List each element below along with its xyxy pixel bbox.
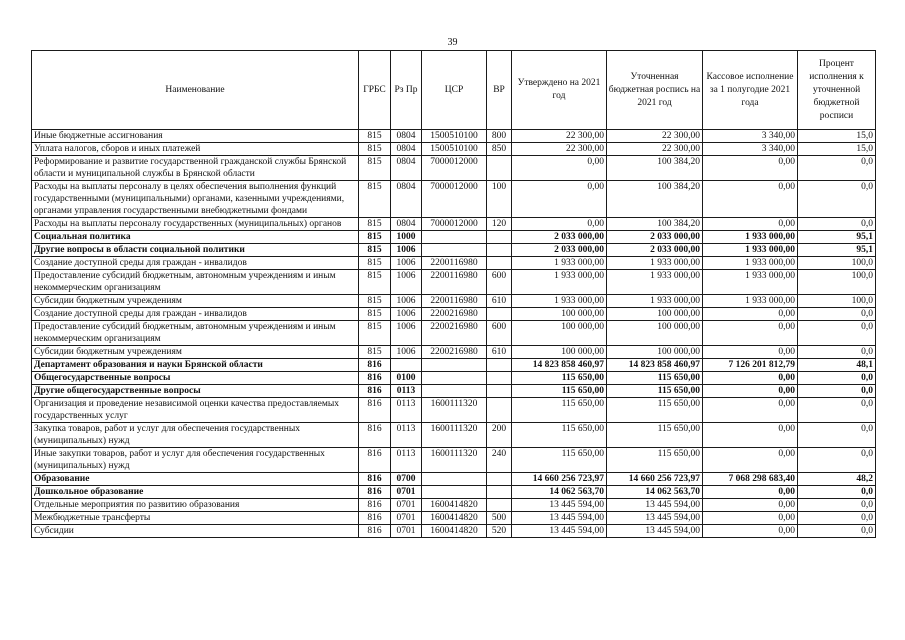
grbs-cell: 815 xyxy=(359,130,391,143)
percent-cell: 0,0 xyxy=(798,156,876,181)
table-row xyxy=(32,295,876,308)
refined-cell: 100 000,00 xyxy=(607,308,703,321)
vr-cell: 120 xyxy=(487,218,512,231)
grbs-cell: 815 xyxy=(359,218,391,231)
grbs-cell: 815 xyxy=(359,346,391,359)
vr-cell: 610 xyxy=(487,346,512,359)
vr-cell xyxy=(487,372,512,385)
name-cell: Субсидии бюджетным учреждениям xyxy=(32,295,359,308)
header-approved: Утверждено на 2021 год xyxy=(512,51,607,130)
cash-cell: 0,00 xyxy=(703,499,798,512)
cash-cell: 0,00 xyxy=(703,372,798,385)
table-row xyxy=(32,512,876,525)
grbs-cell: 816 xyxy=(359,359,391,372)
cash-cell: 0,00 xyxy=(703,346,798,359)
rzpr-cell: 0701 xyxy=(391,499,422,512)
rzpr-cell: 0701 xyxy=(391,525,422,538)
cash-cell: 0,00 xyxy=(703,385,798,398)
table-row xyxy=(32,231,876,244)
header-row xyxy=(32,51,876,130)
percent-cell: 0,0 xyxy=(798,346,876,359)
refined-cell: 1 933 000,00 xyxy=(607,295,703,308)
percent-cell: 95,1 xyxy=(798,231,876,244)
name-cell: Другие общегосударственные вопросы xyxy=(32,385,359,398)
percent-cell: 0,0 xyxy=(798,423,876,448)
name-cell: Департамент образования и науки Брянской области xyxy=(32,359,359,372)
csr-cell xyxy=(422,473,487,486)
vr-cell xyxy=(487,257,512,270)
percent-cell: 48,1 xyxy=(798,359,876,372)
cash-cell: 0,00 xyxy=(703,218,798,231)
rzpr-cell: 0100 xyxy=(391,372,422,385)
approved-cell: 13 445 594,00 xyxy=(512,512,607,525)
refined-cell: 115 650,00 xyxy=(607,448,703,473)
vr-cell: 850 xyxy=(487,143,512,156)
rzpr-cell: 1006 xyxy=(391,321,422,346)
refined-cell: 100 000,00 xyxy=(607,346,703,359)
cash-cell: 3 340,00 xyxy=(703,143,798,156)
name-cell: Организация и проведение независимой оценки качества предоставляемых государственных услуг xyxy=(32,398,359,423)
csr-cell xyxy=(422,486,487,499)
csr-cell xyxy=(422,231,487,244)
rzpr-cell: 1006 xyxy=(391,270,422,295)
grbs-cell: 816 xyxy=(359,486,391,499)
page-number: 39 xyxy=(447,37,458,48)
table-row xyxy=(32,218,876,231)
refined-cell: 115 650,00 xyxy=(607,372,703,385)
name-cell: Отдельные мероприятия по развитию образования xyxy=(32,499,359,512)
vr-cell xyxy=(487,308,512,321)
refined-cell: 13 445 594,00 xyxy=(607,512,703,525)
csr-cell: 2200116980 xyxy=(422,295,487,308)
percent-cell: 100,0 xyxy=(798,257,876,270)
refined-cell: 100 384,20 xyxy=(607,156,703,181)
rzpr-cell: 0804 xyxy=(391,156,422,181)
approved-cell: 13 445 594,00 xyxy=(512,525,607,538)
csr-cell: 1500510100 xyxy=(422,130,487,143)
percent-cell: 0,0 xyxy=(798,321,876,346)
cash-cell: 3 340,00 xyxy=(703,130,798,143)
refined-cell: 1 933 000,00 xyxy=(607,257,703,270)
table-row xyxy=(32,130,876,143)
header-vr: ВР xyxy=(487,51,512,130)
name-cell: Субсидии xyxy=(32,525,359,538)
vr-cell xyxy=(487,359,512,372)
rzpr-cell: 1000 xyxy=(391,231,422,244)
rzpr-cell: 0701 xyxy=(391,512,422,525)
csr-cell: 2200216980 xyxy=(422,321,487,346)
rzpr-cell: 1006 xyxy=(391,346,422,359)
cash-cell: 1 933 000,00 xyxy=(703,231,798,244)
rzpr-cell: 0113 xyxy=(391,448,422,473)
name-cell: Предоставление субсидий бюджетным, автономным учреждениям и иным некоммерческим организациям xyxy=(32,321,359,346)
grbs-cell: 815 xyxy=(359,181,391,218)
rzpr-cell: 1006 xyxy=(391,244,422,257)
table-row xyxy=(32,423,876,448)
csr-cell xyxy=(422,359,487,372)
approved-cell: 0,00 xyxy=(512,218,607,231)
percent-cell: 0,0 xyxy=(798,525,876,538)
refined-cell: 14 660 256 723,97 xyxy=(607,473,703,486)
approved-cell: 1 933 000,00 xyxy=(512,257,607,270)
name-cell: Межбюджетные трансферты xyxy=(32,512,359,525)
csr-cell: 7000012000 xyxy=(422,181,487,218)
header-refined: Уточненная бюджетная роспись на 2021 год xyxy=(607,51,703,130)
cash-cell: 1 933 000,00 xyxy=(703,270,798,295)
grbs-cell: 815 xyxy=(359,156,391,181)
percent-cell: 100,0 xyxy=(798,295,876,308)
table-row xyxy=(32,257,876,270)
vr-cell xyxy=(487,486,512,499)
refined-cell: 1 933 000,00 xyxy=(607,270,703,295)
approved-cell: 100 000,00 xyxy=(512,308,607,321)
vr-cell xyxy=(487,398,512,423)
name-cell: Предоставление субсидий бюджетным, автономным учреждениям и иным некоммерческим организациям xyxy=(32,270,359,295)
refined-cell: 22 300,00 xyxy=(607,130,703,143)
approved-cell: 1 933 000,00 xyxy=(512,295,607,308)
rzpr-cell: 0804 xyxy=(391,143,422,156)
refined-cell: 100 000,00 xyxy=(607,321,703,346)
grbs-cell: 815 xyxy=(359,308,391,321)
name-cell: Создание доступной среды для граждан - инвалидов xyxy=(32,308,359,321)
name-cell: Расходы на выплаты персоналу в целях обеспечения выполнения функций государственными (муниципальными) органами, казенными учреждениями, органами управления государственными внебюджетными фондами xyxy=(32,181,359,218)
budget-table xyxy=(31,50,876,538)
cash-cell: 1 933 000,00 xyxy=(703,244,798,257)
approved-cell: 100 000,00 xyxy=(512,321,607,346)
cash-cell: 0,00 xyxy=(703,423,798,448)
refined-cell: 14 062 563,70 xyxy=(607,486,703,499)
refined-cell: 22 300,00 xyxy=(607,143,703,156)
approved-cell: 14 823 858 460,97 xyxy=(512,359,607,372)
rzpr-cell: 1006 xyxy=(391,257,422,270)
vr-cell: 600 xyxy=(487,321,512,346)
name-cell: Образование xyxy=(32,473,359,486)
rzpr-cell: 0700 xyxy=(391,473,422,486)
name-cell: Субсидии бюджетным учреждениям xyxy=(32,346,359,359)
approved-cell: 0,00 xyxy=(512,181,607,218)
csr-cell: 1600414820 xyxy=(422,525,487,538)
approved-cell: 115 650,00 xyxy=(512,448,607,473)
grbs-cell: 815 xyxy=(359,143,391,156)
name-cell: Закупка товаров, работ и услуг для обеспечения государственных (муниципальных) нужд xyxy=(32,423,359,448)
approved-cell: 115 650,00 xyxy=(512,398,607,423)
refined-cell: 2 033 000,00 xyxy=(607,244,703,257)
table-row xyxy=(32,448,876,473)
grbs-cell: 816 xyxy=(359,385,391,398)
vr-cell: 520 xyxy=(487,525,512,538)
rzpr-cell: 1006 xyxy=(391,308,422,321)
table-row xyxy=(32,346,876,359)
percent-cell: 48,2 xyxy=(798,473,876,486)
refined-cell: 100 384,20 xyxy=(607,181,703,218)
header-csr: ЦСР xyxy=(422,51,487,130)
name-cell: Социальная политика xyxy=(32,231,359,244)
header-cash: Кассовое исполнение за 1 полугодие 2021 года xyxy=(703,51,798,130)
csr-cell xyxy=(422,244,487,257)
cash-cell: 0,00 xyxy=(703,512,798,525)
csr-cell: 7000012000 xyxy=(422,156,487,181)
grbs-cell: 815 xyxy=(359,244,391,257)
vr-cell: 200 xyxy=(487,423,512,448)
cash-cell: 0,00 xyxy=(703,448,798,473)
refined-cell: 14 823 858 460,97 xyxy=(607,359,703,372)
percent-cell: 0,0 xyxy=(798,486,876,499)
csr-cell: 7000012000 xyxy=(422,218,487,231)
grbs-cell: 816 xyxy=(359,372,391,385)
table-row xyxy=(32,181,876,218)
percent-cell: 0,0 xyxy=(798,385,876,398)
approved-cell: 115 650,00 xyxy=(512,372,607,385)
name-cell: Общегосударственные вопросы xyxy=(32,372,359,385)
percent-cell: 0,0 xyxy=(798,512,876,525)
approved-cell: 14 660 256 723,97 xyxy=(512,473,607,486)
vr-cell xyxy=(487,231,512,244)
percent-cell: 0,0 xyxy=(798,398,876,423)
name-cell: Расходы на выплаты персоналу государственных (муниципальных) органов xyxy=(32,218,359,231)
approved-cell: 2 033 000,00 xyxy=(512,244,607,257)
grbs-cell: 816 xyxy=(359,512,391,525)
grbs-cell: 816 xyxy=(359,473,391,486)
approved-cell: 13 445 594,00 xyxy=(512,499,607,512)
refined-cell: 2 033 000,00 xyxy=(607,231,703,244)
name-cell: Создание доступной среды для граждан - инвалидов xyxy=(32,257,359,270)
refined-cell: 115 650,00 xyxy=(607,398,703,423)
cash-cell: 1 933 000,00 xyxy=(703,257,798,270)
rzpr-cell xyxy=(391,359,422,372)
table-row xyxy=(32,244,876,257)
vr-cell xyxy=(487,244,512,257)
percent-cell: 0,0 xyxy=(798,499,876,512)
approved-cell: 22 300,00 xyxy=(512,130,607,143)
percent-cell: 0,0 xyxy=(798,181,876,218)
approved-cell: 14 062 563,70 xyxy=(512,486,607,499)
grbs-cell: 815 xyxy=(359,257,391,270)
approved-cell: 115 650,00 xyxy=(512,385,607,398)
table-row xyxy=(32,321,876,346)
percent-cell: 95,1 xyxy=(798,244,876,257)
approved-cell: 115 650,00 xyxy=(512,423,607,448)
cash-cell: 0,00 xyxy=(703,486,798,499)
refined-cell: 115 650,00 xyxy=(607,423,703,448)
table-row xyxy=(32,308,876,321)
name-cell: Иные закупки товаров, работ и услуг для обеспечения государственных (муниципальных) нужд xyxy=(32,448,359,473)
vr-cell: 600 xyxy=(487,270,512,295)
rzpr-cell: 0113 xyxy=(391,398,422,423)
cash-cell: 1 933 000,00 xyxy=(703,295,798,308)
approved-cell: 1 933 000,00 xyxy=(512,270,607,295)
cash-cell: 0,00 xyxy=(703,398,798,423)
vr-cell xyxy=(487,499,512,512)
refined-cell: 100 384,20 xyxy=(607,218,703,231)
percent-cell: 100,0 xyxy=(798,270,876,295)
table-row xyxy=(32,270,876,295)
grbs-cell: 816 xyxy=(359,499,391,512)
rzpr-cell: 1006 xyxy=(391,295,422,308)
rzpr-cell: 0804 xyxy=(391,181,422,218)
table-row xyxy=(32,156,876,181)
approved-cell: 0,00 xyxy=(512,156,607,181)
vr-cell xyxy=(487,156,512,181)
grbs-cell: 816 xyxy=(359,398,391,423)
rzpr-cell: 0113 xyxy=(391,423,422,448)
grbs-cell: 816 xyxy=(359,448,391,473)
rzpr-cell: 0113 xyxy=(391,385,422,398)
vr-cell: 500 xyxy=(487,512,512,525)
grbs-cell: 815 xyxy=(359,295,391,308)
cash-cell: 7 126 201 812,79 xyxy=(703,359,798,372)
name-cell: Другие вопросы в области социальной политики xyxy=(32,244,359,257)
vr-cell: 100 xyxy=(487,181,512,218)
csr-cell: 2200116980 xyxy=(422,257,487,270)
refined-cell: 115 650,00 xyxy=(607,385,703,398)
grbs-cell: 815 xyxy=(359,231,391,244)
table-row xyxy=(32,473,876,486)
table-row xyxy=(32,372,876,385)
vr-cell: 610 xyxy=(487,295,512,308)
cash-cell: 7 068 298 683,40 xyxy=(703,473,798,486)
rzpr-cell: 0701 xyxy=(391,486,422,499)
table-row xyxy=(32,143,876,156)
header-percent: Процент исполнения к уточненной бюджетной росписи xyxy=(798,51,876,130)
csr-cell: 2200216980 xyxy=(422,308,487,321)
header-rzpr: Рз Пр xyxy=(391,51,422,130)
vr-cell: 240 xyxy=(487,448,512,473)
percent-cell: 0,0 xyxy=(798,308,876,321)
percent-cell: 0,0 xyxy=(798,448,876,473)
vr-cell xyxy=(487,473,512,486)
table-row xyxy=(32,525,876,538)
cash-cell: 0,00 xyxy=(703,321,798,346)
header-name: Наименование xyxy=(32,51,359,130)
csr-cell: 1600111320 xyxy=(422,398,487,423)
cash-cell: 0,00 xyxy=(703,525,798,538)
name-cell: Дошкольное образование xyxy=(32,486,359,499)
rzpr-cell: 0804 xyxy=(391,218,422,231)
percent-cell: 15,0 xyxy=(798,143,876,156)
percent-cell: 0,0 xyxy=(798,218,876,231)
grbs-cell: 816 xyxy=(359,423,391,448)
percent-cell: 0,0 xyxy=(798,372,876,385)
csr-cell: 2200216980 xyxy=(422,346,487,359)
vr-cell: 800 xyxy=(487,130,512,143)
name-cell: Уплата налогов, сборов и иных платежей xyxy=(32,143,359,156)
refined-cell: 13 445 594,00 xyxy=(607,499,703,512)
csr-cell: 1600111320 xyxy=(422,448,487,473)
vr-cell xyxy=(487,385,512,398)
approved-cell: 22 300,00 xyxy=(512,143,607,156)
table-row xyxy=(32,398,876,423)
cash-cell: 0,00 xyxy=(703,181,798,218)
grbs-cell: 815 xyxy=(359,321,391,346)
table-row xyxy=(32,499,876,512)
csr-cell xyxy=(422,385,487,398)
cash-cell: 0,00 xyxy=(703,308,798,321)
approved-cell: 100 000,00 xyxy=(512,346,607,359)
csr-cell: 2200116980 xyxy=(422,270,487,295)
cash-cell: 0,00 xyxy=(703,156,798,181)
refined-cell: 13 445 594,00 xyxy=(607,525,703,538)
name-cell: Иные бюджетные ассигнования xyxy=(32,130,359,143)
rzpr-cell: 0804 xyxy=(391,130,422,143)
csr-cell: 1500510100 xyxy=(422,143,487,156)
csr-cell: 1600414820 xyxy=(422,512,487,525)
table-row xyxy=(32,359,876,372)
csr-cell xyxy=(422,372,487,385)
table-row xyxy=(32,385,876,398)
csr-cell: 1600111320 xyxy=(422,423,487,448)
table-row xyxy=(32,486,876,499)
grbs-cell: 816 xyxy=(359,525,391,538)
name-cell: Реформирование и развитие государственной гражданской службы Брянской области и муниципальной службы в Брянской области xyxy=(32,156,359,181)
approved-cell: 2 033 000,00 xyxy=(512,231,607,244)
header-grbs: ГРБС xyxy=(359,51,391,130)
csr-cell: 1600414820 xyxy=(422,499,487,512)
percent-cell: 15,0 xyxy=(798,130,876,143)
grbs-cell: 815 xyxy=(359,270,391,295)
